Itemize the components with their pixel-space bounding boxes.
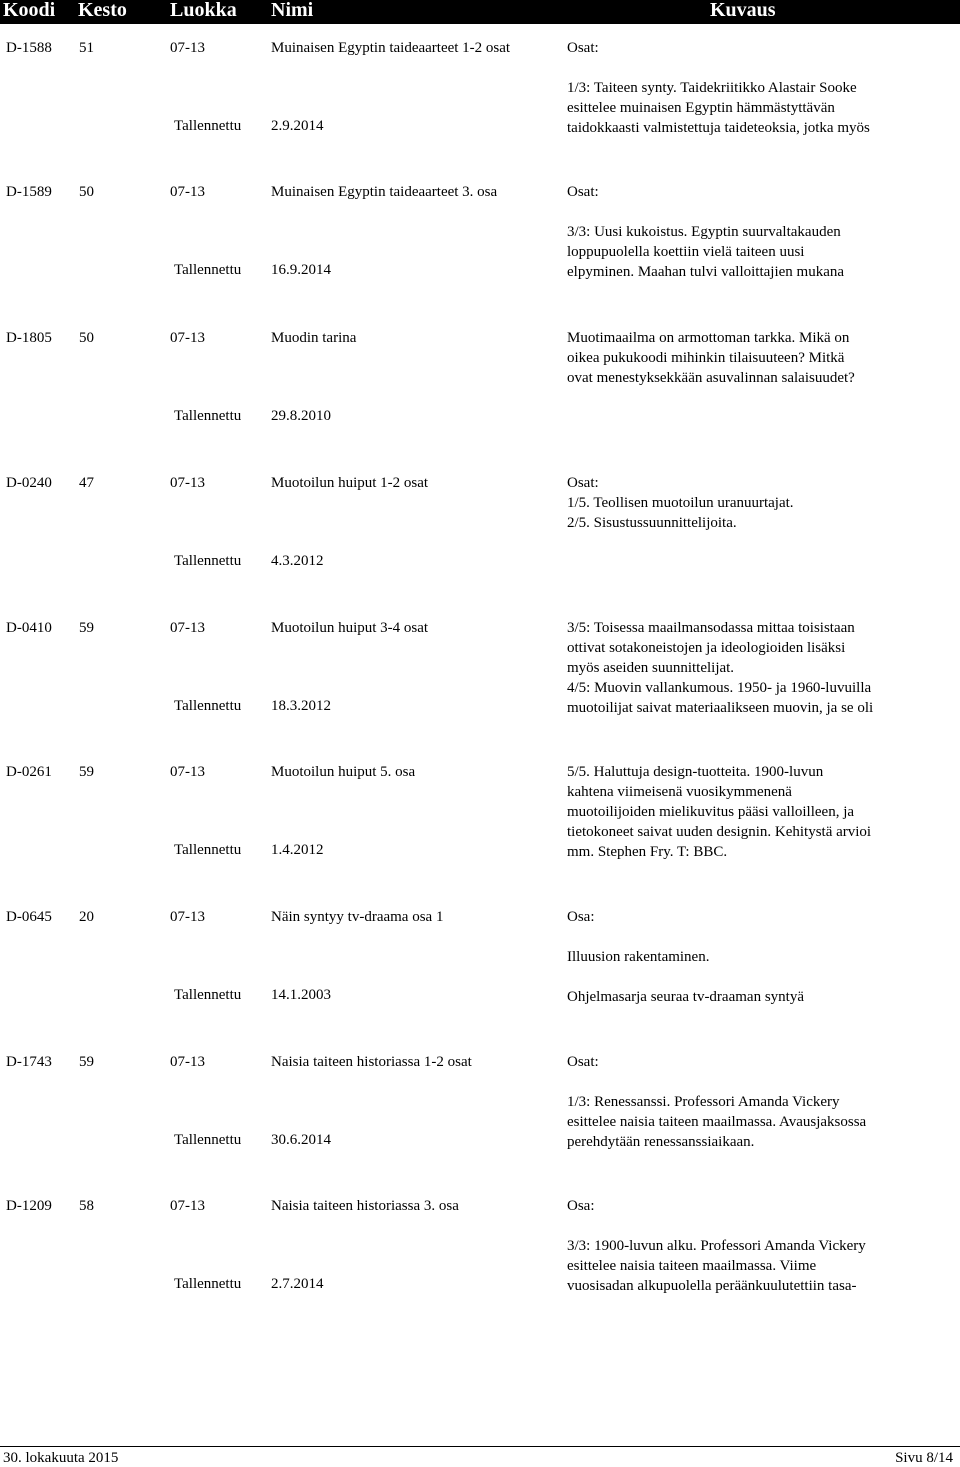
description-line: Osat: xyxy=(567,40,599,56)
item-code: D-1743 xyxy=(6,1054,52,1070)
header-kuvaus: Kuvaus xyxy=(710,0,776,21)
description-line: kahtena viimeisenä vuosikymmenenä xyxy=(567,784,792,800)
item-class: 07-13 xyxy=(170,330,205,346)
description-line: 1/3: Taiteen synty. Taidekriitikko Alastair Sooke xyxy=(567,80,857,96)
description-line xyxy=(567,967,947,987)
item-class: 07-13 xyxy=(170,909,205,925)
description-line: 2/5. Sisustussuunnittelijoita. xyxy=(567,515,737,531)
item-recorded-label: Tallennettu xyxy=(174,698,242,714)
item-title: Muodin tarina xyxy=(271,330,357,346)
item-recorded-label: Tallennettu xyxy=(174,1132,242,1148)
item-description xyxy=(567,762,947,862)
description-line: elpyminen. Maahan tulvi valloittajien mukana xyxy=(567,264,845,280)
description-line: muotoilijat saivat materiaalikseen muovin, ja se oli xyxy=(567,700,874,716)
description-line: esittelee muinaisen Egyptin hämmästyttävän xyxy=(567,100,835,116)
footer-rule xyxy=(0,1446,960,1447)
description-line: loppupuolella koettiin vielä taiteen uusi xyxy=(567,244,805,260)
item-title: Muinaisen Egyptin taideaarteet 3. osa xyxy=(271,184,498,200)
table-header xyxy=(0,0,960,24)
item-description xyxy=(567,473,947,533)
item-title: Muotoilun huiput 5. osa xyxy=(271,764,416,780)
item-class: 07-13 xyxy=(170,764,205,780)
item-recorded-date: 16.9.2014 xyxy=(271,262,331,278)
header-kesto: Kesto xyxy=(78,0,127,21)
item-class: 07-13 xyxy=(170,1054,205,1070)
item-class: 07-13 xyxy=(170,1198,205,1214)
item-title: Näin syntyy tv-draama osa 1 xyxy=(271,909,444,925)
item-code: D-1805 xyxy=(6,330,52,346)
item-duration: 59 xyxy=(79,764,94,780)
description-line: 3/3: 1900-luvun alku. Professori Amanda Vickery xyxy=(567,1238,866,1254)
item-class: 07-13 xyxy=(170,475,205,491)
item-duration: 59 xyxy=(79,1054,94,1070)
item-description xyxy=(567,38,947,138)
item-title: Muotoilun huiput 1-2 osat xyxy=(271,475,429,491)
description-line xyxy=(567,1216,947,1236)
item-recorded-label: Tallennettu xyxy=(174,842,242,858)
description-line: muotoilijoiden mielikuvitus pääsi valloilleen, ja xyxy=(567,804,855,820)
description-line: Muotimaailma on armottoman tarkka. Mikä on xyxy=(567,330,850,346)
description-line: vuosisadan alkupuolella peräänkuulutettiin tasa- xyxy=(567,1278,857,1294)
item-description xyxy=(567,182,947,282)
description-line: Osat: xyxy=(567,1054,599,1070)
description-line: 1/3: Renessanssi. Professori Amanda Vickery xyxy=(567,1094,840,1110)
item-recorded-label: Tallennettu xyxy=(174,987,242,1003)
footer-date: 30. lokakuuta 2015 xyxy=(3,1450,119,1466)
item-recorded-date: 2.9.2014 xyxy=(271,118,324,134)
item-description xyxy=(567,618,947,718)
description-line xyxy=(567,202,947,222)
item-recorded-label: Tallennettu xyxy=(174,1276,242,1292)
footer-page-number: Sivu 8/14 xyxy=(895,1450,953,1466)
description-line: 3/5: Toisessa maailmansodassa mittaa toisistaan xyxy=(567,620,855,636)
item-duration: 59 xyxy=(79,620,94,636)
description-line: Osa: xyxy=(567,909,595,925)
item-code: D-1589 xyxy=(6,184,52,200)
description-line: perehdytään renessanssiaikaan. xyxy=(567,1134,755,1150)
description-line xyxy=(567,58,947,78)
item-recorded-label: Tallennettu xyxy=(174,408,242,424)
item-class: 07-13 xyxy=(170,40,205,56)
description-line: ottivat sotakoneistojen ja ideologioiden lisäksi xyxy=(567,640,846,656)
description-line: Illuusion rakentaminen. xyxy=(567,949,710,965)
item-recorded-date: 4.3.2012 xyxy=(271,553,324,569)
description-line: Osat: xyxy=(567,475,599,491)
item-recorded-date: 2.7.2014 xyxy=(271,1276,324,1292)
item-recorded-date: 18.3.2012 xyxy=(271,698,331,714)
item-duration: 20 xyxy=(79,909,94,925)
item-code: D-1588 xyxy=(6,40,52,56)
description-line: mm. Stephen Fry. T: BBC. xyxy=(567,844,728,860)
item-recorded-label: Tallennettu xyxy=(174,118,242,134)
description-line: 1/5. Teollisen muotoilun uranuurtajat. xyxy=(567,495,794,511)
item-description xyxy=(567,328,947,388)
header-koodi: Koodi xyxy=(3,0,56,21)
item-title: Naisia taiteen historiassa 1-2 osat xyxy=(271,1054,472,1070)
item-description xyxy=(567,907,947,1007)
description-line: ovat menestyksekkään asuvalinnan salaisuudet? xyxy=(567,370,855,386)
item-recorded-label: Tallennettu xyxy=(174,553,242,569)
item-code: D-0240 xyxy=(6,475,52,491)
item-code: D-0410 xyxy=(6,620,52,636)
description-line: Osat: xyxy=(567,184,599,200)
item-title: Muinaisen Egyptin taideaarteet 1-2 osat xyxy=(271,40,511,56)
description-line: myös aseiden suunnittelijat. xyxy=(567,660,735,676)
page-footer xyxy=(0,1446,960,1467)
description-line: oikea pukukoodi mihinkin tilaisuuteen? Mitkä xyxy=(567,350,845,366)
item-duration: 47 xyxy=(79,475,94,491)
item-code: D-0645 xyxy=(6,909,52,925)
item-duration: 51 xyxy=(79,40,94,56)
item-recorded-date: 29.8.2010 xyxy=(271,408,331,424)
description-line: Osa: xyxy=(567,1198,595,1214)
description-line xyxy=(567,1072,947,1092)
item-code: D-1209 xyxy=(6,1198,52,1214)
item-duration: 50 xyxy=(79,184,94,200)
item-title: Muotoilun huiput 3-4 osat xyxy=(271,620,429,636)
item-class: 07-13 xyxy=(170,184,205,200)
description-line: esittelee naisia taiteen maailmassa. Viime xyxy=(567,1258,817,1274)
item-recorded-date: 14.1.2003 xyxy=(271,987,331,1003)
item-duration: 58 xyxy=(79,1198,94,1214)
header-luokka: Luokka xyxy=(170,0,237,21)
header-nimi: Nimi xyxy=(271,0,314,21)
description-line: tietokoneet saivat uuden designin. Kehitystä arvioi xyxy=(567,824,872,840)
description-line: taidokkaasti valmistettuja taideteoksia, jotka myös xyxy=(567,120,870,136)
item-duration: 50 xyxy=(79,330,94,346)
description-line xyxy=(567,927,947,947)
item-title: Naisia taiteen historiassa 3. osa xyxy=(271,1198,459,1214)
item-description xyxy=(567,1196,947,1296)
description-line: 4/5: Muovin vallankumous. 1950- ja 1960-luvuilla xyxy=(567,680,872,696)
item-code: D-0261 xyxy=(6,764,52,780)
item-description xyxy=(567,1052,947,1152)
item-recorded-label: Tallennettu xyxy=(174,262,242,278)
description-line: 5/5. Haluttuja design-tuotteita. 1900-luvun xyxy=(567,764,824,780)
description-line: esittelee naisia taiteen maailmassa. Avausjaksossa xyxy=(567,1114,867,1130)
description-line: Ohjelmasarja seuraa tv-draaman syntyä xyxy=(567,989,804,1005)
description-line: 3/3: Uusi kukoistus. Egyptin suurvaltakauden xyxy=(567,224,841,240)
item-recorded-date: 30.6.2014 xyxy=(271,1132,331,1148)
item-recorded-date: 1.4.2012 xyxy=(271,842,324,858)
item-class: 07-13 xyxy=(170,620,205,636)
